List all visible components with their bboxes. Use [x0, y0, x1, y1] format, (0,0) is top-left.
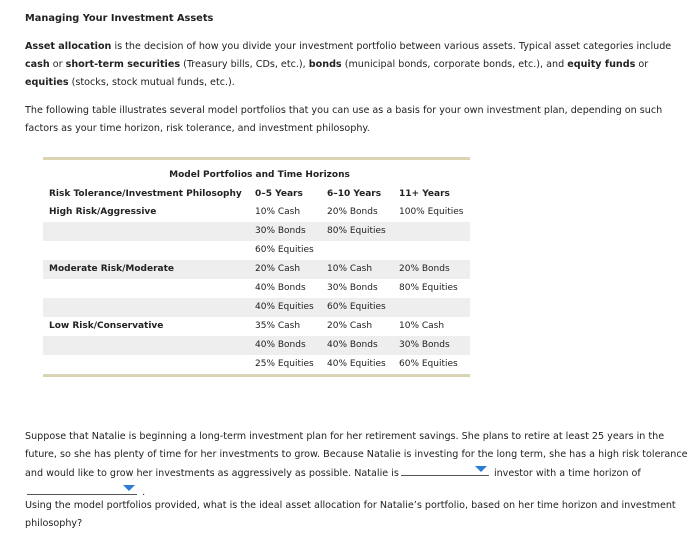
chevron-down-icon	[475, 466, 487, 472]
table-cell: 20% Cash	[249, 260, 321, 279]
page-title: Managing Your Investment Assets	[25, 13, 214, 24]
table-cell: 80% Equities	[399, 283, 458, 293]
table-cell: 40% Bonds	[249, 336, 321, 355]
content	[25, 10, 690, 138]
table-row	[43, 222, 470, 241]
table-row	[43, 279, 470, 298]
table-cell	[321, 241, 393, 260]
row-label-high: High Risk/Aggressive	[49, 207, 157, 217]
model-portfolios-table	[43, 157, 470, 377]
table-intro-paragraph: The following table illustrates several model portfolios that you can use as a basis for your own investment plan, depending on such factors as your time horizon, risk tolerance, and investment philosophy.	[25, 105, 663, 134]
table-cell: 40% Bonds	[321, 336, 393, 355]
table-row	[43, 241, 470, 260]
table-cell: 30% Bonds	[393, 336, 470, 355]
table-header-row	[43, 185, 470, 203]
table-row	[43, 203, 470, 222]
investor-type-dropdown[interactable]	[401, 464, 489, 476]
row-label-moderate: Moderate Risk/Moderate	[43, 260, 249, 279]
header-6-10: 6–10 Years	[327, 189, 382, 199]
table-cell: 40% Bonds	[255, 283, 306, 293]
table-row	[43, 298, 470, 317]
table-cell	[393, 222, 470, 241]
table-cell: 20% Bonds	[393, 260, 470, 279]
table-cell: 10% Cash	[399, 321, 445, 331]
table-cell: 20% Cash	[327, 321, 373, 331]
table-row	[43, 355, 470, 374]
table-cell: 10% Cash	[255, 207, 301, 217]
table-cell: 40% Equities	[249, 298, 321, 317]
table-cell: 80% Equities	[321, 222, 393, 241]
table-cell: 25% Equities	[255, 359, 314, 369]
table-cell: 60% Equities	[255, 245, 314, 255]
header-0-5: 0–5 Years	[255, 189, 303, 199]
table-cell: 30% Bonds	[327, 283, 378, 293]
table-caption: Model Portfolios and Time Horizons	[169, 170, 350, 180]
table-cell: 35% Cash	[255, 321, 301, 331]
question-text: Using the model portfolios provided, what is the ideal asset allocation for Natalie’s portfolio, based on her time horizon and investment philosophy?	[25, 500, 676, 529]
term-asset-allocation: Asset allocation	[25, 41, 112, 52]
table-cell: 40% Equities	[327, 359, 386, 369]
asset-allocation-paragraph: Asset allocation is the decision of how you divide your investment portfolio between various assets. Typical asset categories include cash or short-term securities (Treasury bills, CDs, etc.), bonds (municipal bonds, corporate bonds, etc.), and equity funds or equities (stocks, stock mutual funds, etc.).	[25, 41, 672, 88]
time-horizon-dropdown[interactable]	[27, 483, 137, 495]
table-row	[43, 317, 470, 336]
table-cell: 60% Equities	[399, 359, 458, 369]
header-risk: Risk Tolerance/Investment Philosophy	[49, 189, 242, 199]
table-cell	[393, 241, 470, 260]
table-cell: 60% Equities	[321, 298, 393, 317]
table-row	[43, 336, 470, 355]
header-11-plus: 11+ Years	[399, 189, 450, 199]
table-row	[43, 260, 470, 279]
table-cell	[393, 298, 470, 317]
table-cell: 30% Bonds	[249, 222, 321, 241]
row-label-low: Low Risk/Conservative	[49, 321, 164, 331]
table-cell: 20% Bonds	[327, 207, 378, 217]
table-cell: 100% Equities	[399, 207, 464, 217]
scenario-paragraph: Suppose that Natalie is beginning a long-term investment plan for her retirement savings. She plans to retire at least 25 years in the future, so she has plenty of time for her investments to grow. Because Natalie is investing for the long term, she has a high risk tolerance and would like to grow her investments as aggressively as possible. Natalie is investor with a time horizon of .	[25, 431, 688, 498]
chevron-down-icon	[123, 485, 135, 491]
table-cell: 10% Cash	[321, 260, 393, 279]
